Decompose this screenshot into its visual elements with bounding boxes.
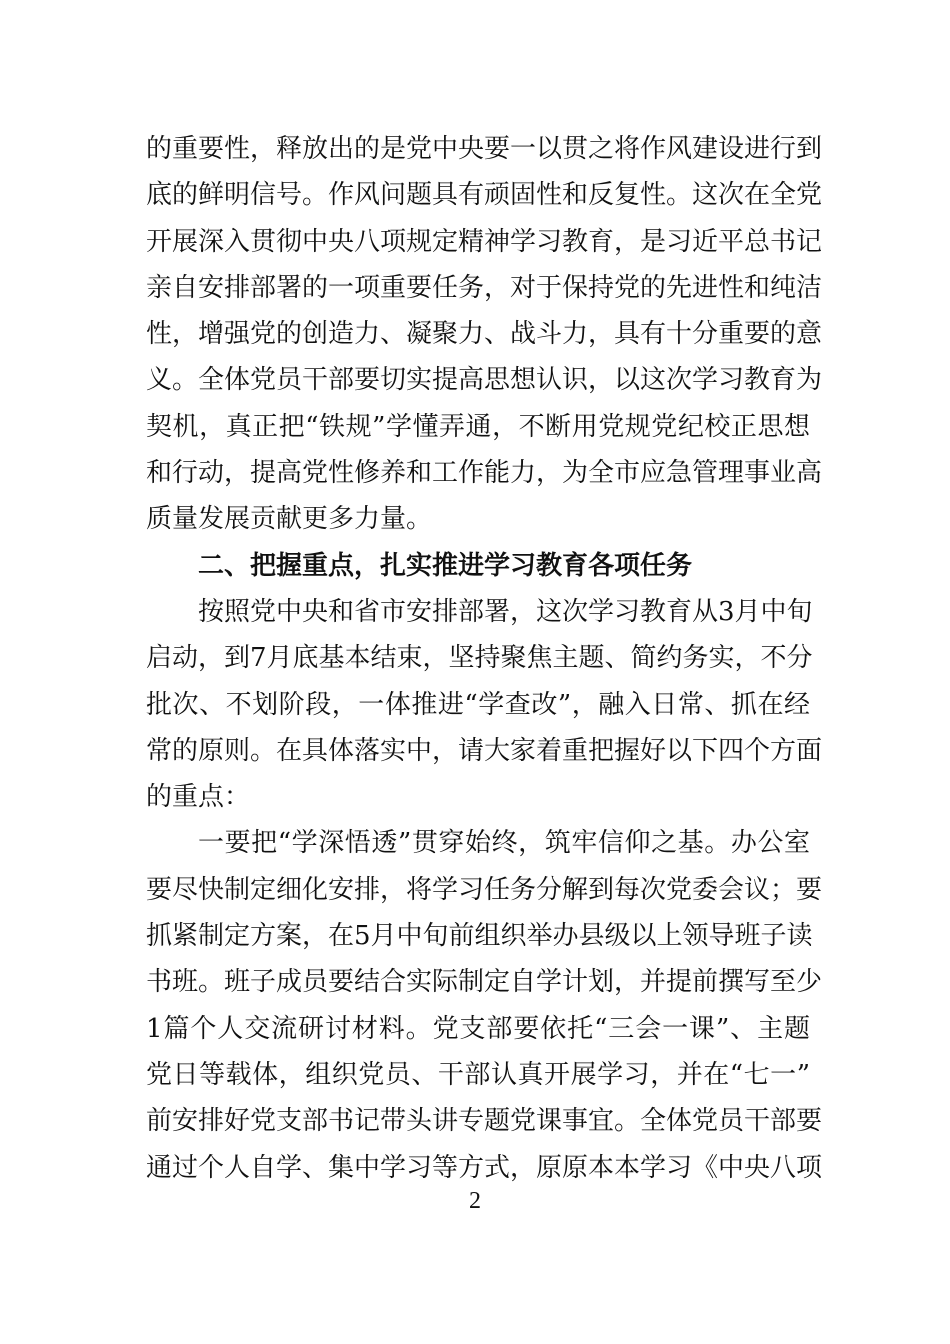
paragraph-line: 要尽快制定细化安排，将学习任务分解到每次党委会议；要 [146, 874, 823, 905]
paragraph-line: 的重要性，释放出的是党中央要一以贯之将作风建设进行到 [146, 134, 823, 164]
paragraph-line: 契机，真正把“铁规”学懂弄通，不断用党规党纪校正思想 [146, 411, 810, 442]
body-text [146, 126, 823, 1191]
paragraph-line: 按照党中央和省市安排部署，这次学习教育从3月中旬 [198, 596, 813, 627]
section-heading: 二、把握重点，扎实推进学习教育各项任务 [198, 550, 693, 581]
paragraph-line: 性，增强党的创造力、凝聚力、战斗力，具有十分重要的意 [146, 319, 823, 350]
paragraph-line: 的重点： [146, 782, 251, 813]
paragraph-line: 书班。班子成员要结合实际制定自学计划，并提前撰写至少 [146, 967, 823, 998]
paragraph-line: 开展深入贯彻中央八项规定精神学习教育，是习近平总书记 [146, 226, 823, 257]
paragraph-line: 通过个人自学、集中学习等方式，原原本本学习《中央八项 [146, 1152, 823, 1183]
paragraph-line: 启动，到7月底基本结束，坚持聚焦主题、简约务实，不分 [146, 643, 813, 674]
paragraph-line: 1篇个人交流研讨材料。党支部要依托“三会一课”、主题 [146, 1013, 810, 1044]
paragraph-line: 常的原则。在具体落实中，请大家着重把握好以下四个方面 [146, 735, 823, 766]
paragraph-line: 党日等载体，组织党员、干部认真开展学习，并在“七一” [146, 1059, 810, 1090]
paragraph-line: 批次、不划阶段，一体推进“学查改”，融入日常、抓在经 [146, 689, 810, 720]
paragraph-line: 和行动，提高党性修养和工作能力，为全市应急管理事业高 [146, 458, 823, 489]
paragraph-line: 一要把“学深悟透”贯穿始终，筑牢信仰之基。办公室 [198, 828, 810, 859]
paragraph-line: 质量发展贡献更多力量。 [146, 504, 433, 535]
paragraph-line: 亲自安排部署的一项重要任务，对于保持党的先进性和纯洁 [146, 272, 823, 303]
page-number: 2 [469, 1188, 481, 1214]
paragraph-line: 抓紧制定方案，在5月中旬前组织举办县级以上领导班子读 [146, 921, 813, 952]
paragraph-line: 前安排好党支部书记带头讲专题党课事宜。全体党员干部要 [146, 1106, 823, 1137]
paragraph-line: 底的鲜明信号。作风问题具有顽固性和反复性。这次在全党 [146, 180, 823, 211]
paragraph-line: 义。全体党员干部要切实提高思想认识，以这次学习教育为 [146, 365, 823, 396]
